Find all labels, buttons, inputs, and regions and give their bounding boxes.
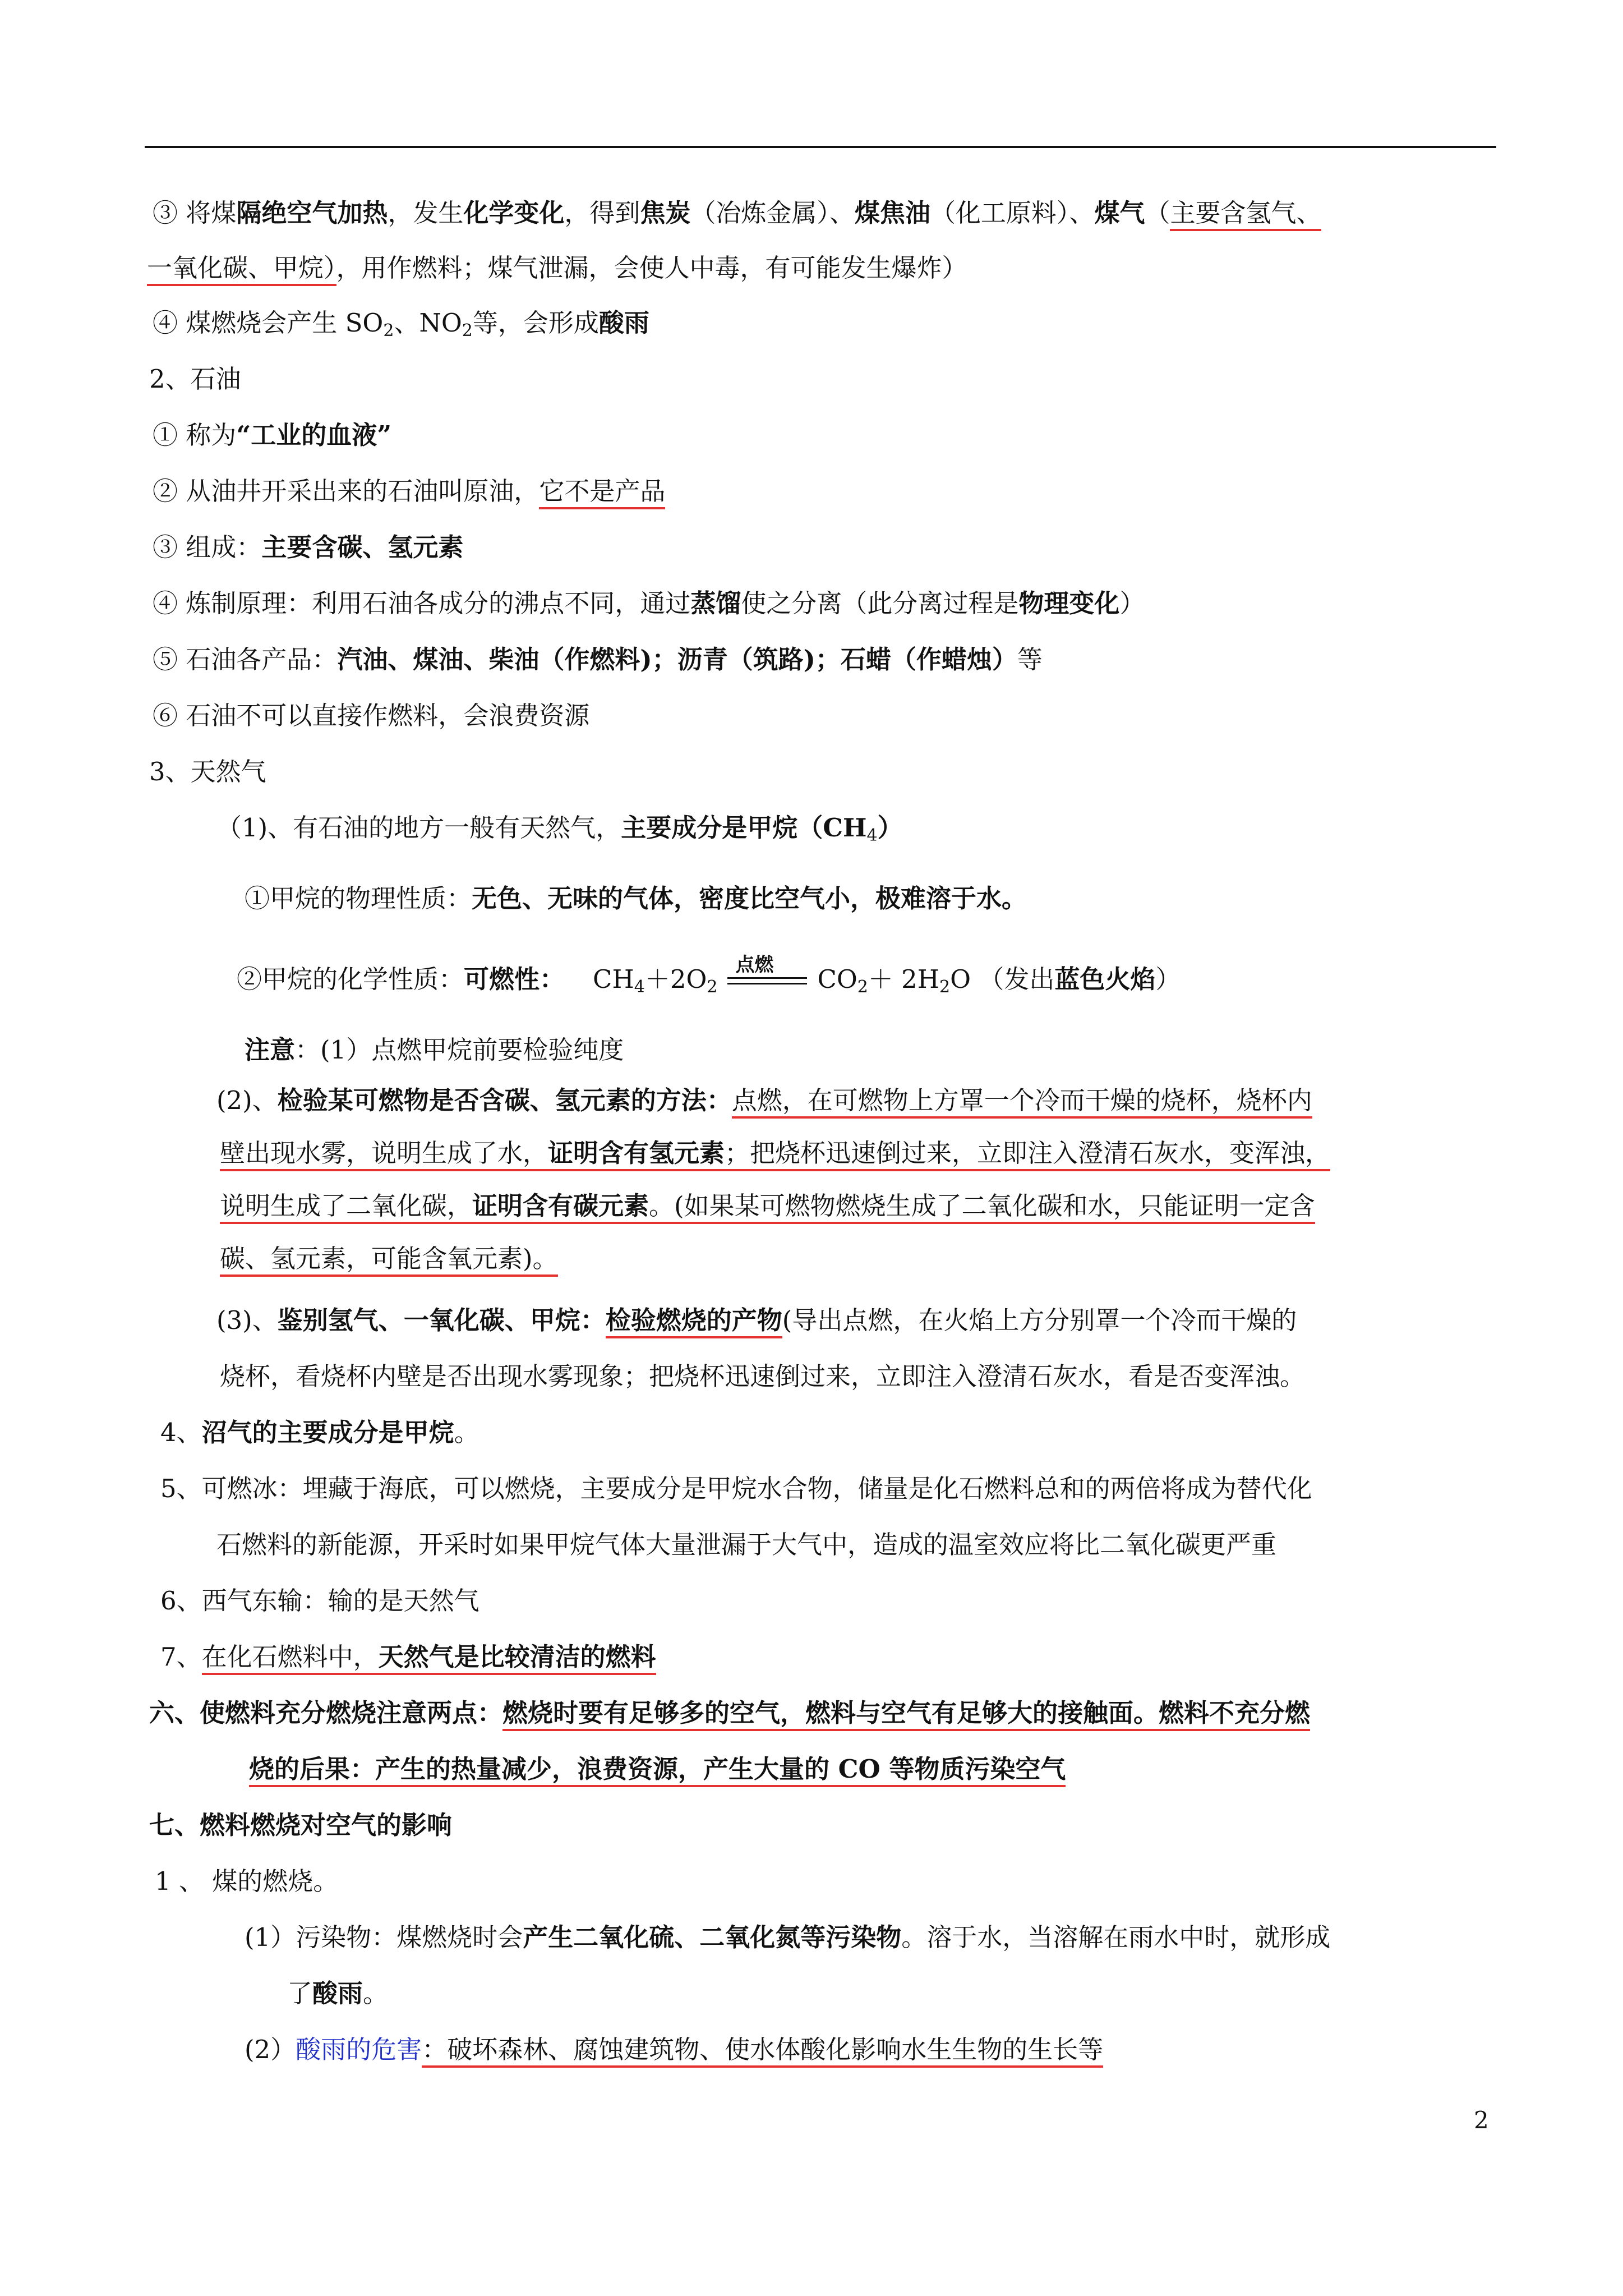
text: 等: [1017, 645, 1043, 674]
text: 。: [363, 1978, 389, 2008]
text: 3、天然气: [149, 757, 266, 786]
underlined-text: 它不是产品: [539, 476, 665, 509]
text: （: [1145, 198, 1170, 228]
line-not-fuel: [153, 699, 589, 736]
line-note-purity: [245, 1033, 624, 1070]
bold-text: 蓝色火焰: [1054, 964, 1156, 994]
bold-text: 化学变化: [463, 198, 565, 228]
text: ① 称为: [153, 420, 237, 450]
text: 、NO: [394, 308, 462, 338]
text: 7、: [160, 1642, 202, 1672]
text: ：(1）点燃甲烷前要检验纯度: [295, 1035, 624, 1065]
bold-text: 煤气: [1094, 198, 1145, 228]
bold-text: 隔绝空气加热: [236, 198, 388, 228]
line-section-six: [149, 1696, 1310, 1733]
line-test-method: [216, 1084, 1312, 1121]
text: ②甲烷的化学性质：: [237, 964, 464, 994]
blue-text: 酸雨的危害: [296, 2035, 422, 2064]
line-coal-coking: [153, 196, 1321, 233]
line-petroleum-blood: [153, 418, 391, 455]
line-composition: [153, 531, 463, 568]
line-clean-fuel: [160, 1640, 656, 1677]
subscript: 2: [462, 321, 473, 341]
underlined-bold-text: 燃烧时要有足够多的空气，燃料与空气有足够大的接触面。燃料不充分燃: [502, 1698, 1310, 1731]
line-crude-oil: [153, 475, 665, 512]
text: ④ 煤燃烧会产生 SO: [153, 308, 384, 338]
heading-natural-gas: [149, 755, 266, 792]
line-section-six-cont: [249, 1752, 1066, 1789]
text: ⑥ 石油不可以直接作燃料，会浪费资源: [153, 701, 590, 730]
text: 使之分离（此分离过程是: [741, 588, 1019, 618]
text: （化工原料）、: [930, 198, 1095, 228]
text: 4、: [160, 1418, 202, 1447]
text: 6、西气东输：输的是天然气: [160, 1586, 479, 1616]
bold-text: 注意: [245, 1035, 296, 1065]
line-test-hydrogen: [220, 1137, 1330, 1174]
subscript: 4: [634, 977, 645, 997]
line-identify-gases-cont: [220, 1360, 1305, 1397]
text: ，得到: [564, 198, 640, 228]
line-pollutants-cont: [287, 1977, 388, 2014]
text: 2、石油: [149, 364, 241, 394]
text: ，发生: [388, 198, 464, 228]
text: ③ 将煤: [153, 198, 237, 228]
line-acid-rain-harm: [245, 2033, 1103, 2070]
subscript: 2: [383, 321, 394, 341]
line-combustible-ice-cont: [216, 1528, 1276, 1565]
text: (2）: [245, 2035, 296, 2064]
bold-text: 主要含碳、氢元素: [261, 532, 464, 562]
line-refining: [153, 587, 1145, 624]
text: ② 从油井开采出来的石油叫原油，: [153, 476, 540, 506]
line-test-conclusion: [220, 1242, 558, 1279]
text: 在化石燃料中，: [201, 1642, 379, 1672]
text: (3)、: [216, 1305, 278, 1335]
bold-text: 主要成分是甲烷（CH: [621, 813, 867, 843]
text: (2)、: [216, 1085, 278, 1115]
subscript: 4: [866, 826, 878, 845]
subscript: 2: [707, 977, 718, 997]
text: ③ 组成：: [153, 532, 262, 562]
bold-text: 蒸馏: [690, 588, 741, 618]
bold-text: 煤焦油: [854, 198, 930, 228]
text: ）: [1119, 588, 1145, 618]
text: 1 、 煤的燃烧。: [155, 1866, 339, 1896]
bold-text: 可燃性：: [464, 964, 565, 994]
bold-text: 产生二氧化硫、二氧化氮等污染物: [523, 1922, 902, 1952]
bold-text: 鉴别氢气、一氧化碳、甲烷：: [277, 1305, 606, 1335]
bold-text: 沼气的主要成分是甲烷: [201, 1418, 454, 1447]
text: （1)、有石油的地方一般有天然气，: [216, 813, 621, 843]
formula-text: CH: [593, 964, 634, 994]
header-rule: [145, 146, 1496, 148]
equals-line-bottom: [727, 983, 807, 984]
text: 等，会形成: [472, 308, 599, 338]
line-combustible-ice: [160, 1472, 1312, 1509]
bold-text: 检验某可燃物是否含碳、氢元素的方法：: [277, 1085, 732, 1115]
bold-text: 证明含有氢元素: [548, 1138, 725, 1168]
text: ；把烧杯迅速倒过来，立即注入澄清石灰水，变浑浊，: [725, 1138, 1331, 1168]
bold-text: 无色、无味的气体，密度比空气小，极难溶于水。: [472, 884, 1027, 913]
underlined-text: 一氧化碳、甲烷）: [147, 253, 336, 286]
bold-text: 天然气是比较清洁的燃料: [378, 1642, 656, 1672]
bold-text: 酸雨: [312, 1978, 363, 2008]
text: ，用作燃料；煤气泄漏，会使人中毒，有可能发生爆炸）: [336, 253, 967, 283]
underlined-bold-text: 检验燃烧的产物: [606, 1305, 782, 1338]
heading-petroleum: [149, 362, 241, 399]
line-products: [153, 643, 1043, 680]
text: 。(如果某可燃物燃烧生成了二氧化碳和水，只能证明一定含: [649, 1191, 1315, 1221]
underlined-text: ：破坏森林、腐蚀建筑物、使水体酸化影响水生生物的生长等: [422, 2035, 1103, 2068]
text: ）: [1155, 964, 1181, 994]
line-pollutants: [245, 1921, 1330, 1958]
bold-text: 物理变化: [1018, 588, 1120, 618]
page-number: 2: [1474, 2106, 1489, 2134]
text: 烧杯，看烧杯内壁是否出现水雾现象；把烧杯迅速倒过来，立即注入澄清石灰水，看是否变浑浊。: [220, 1361, 1306, 1391]
line-biogas: [160, 1416, 479, 1453]
subscript: 2: [939, 977, 951, 997]
bold-text: 七、燃料燃烧对空气的影响: [149, 1810, 453, 1840]
formula-text: O （发出: [950, 964, 1055, 994]
underlined-text: 碳、氢元素，可能含氧元素)。: [220, 1244, 558, 1277]
text: 了: [287, 1978, 313, 2008]
line-acid-rain: [153, 306, 649, 343]
text: （冶炼金属）、: [690, 198, 855, 228]
reaction-condition: 点燃: [735, 954, 774, 976]
text: 石燃料的新能源，开采时如果甲烷气体大量泄漏于大气中，造成的温室效应将比二氧化碳更严重: [216, 1530, 1277, 1559]
bold-text: ）: [877, 813, 903, 843]
line-main-component: [216, 811, 903, 848]
text: (导出点燃，在火焰上方分别罩一个冷而干燥的: [782, 1305, 1297, 1335]
bold-text: 酸雨: [598, 308, 649, 338]
heading-section-seven: [149, 1809, 452, 1846]
bold-text: 汽油、煤油、柴油（作燃料)；沥青（筑路)；石蜡（作蜡烛）: [337, 645, 1017, 674]
line-identify-gases: [216, 1304, 1297, 1341]
formula-text: ＋ 2H: [868, 964, 940, 994]
line-test-carbon: [220, 1189, 1315, 1226]
underlined-text: 点燃，在可燃物上方罩一个冷而干燥的烧杯，烧杯内: [732, 1085, 1312, 1119]
text: 壁出现水雾，说明生成了水，: [220, 1138, 548, 1168]
equals-line-top: [727, 977, 807, 979]
text: 。: [454, 1418, 479, 1447]
bold-text: 六、使燃料充分燃烧注意两点：: [149, 1698, 503, 1728]
text: 5、可燃冰：埋藏于海底，可以燃烧，主要成分是甲烷水合物，储量是化石燃料总和的两倍将成为替代化: [160, 1474, 1312, 1503]
line-coal-gas: [147, 251, 967, 288]
underlined-bold-text: 烧的后果：产生的热量减少，浪费资源，产生大量的 CO 等物质污染空气: [249, 1754, 1066, 1787]
line-physical-properties: [245, 882, 1027, 919]
line-west-east-gas: [160, 1584, 479, 1621]
bold-text: 焦炭: [640, 198, 691, 228]
text: ①甲烷的物理性质：: [245, 884, 472, 913]
text: ⑤ 石油各产品：: [153, 645, 338, 674]
line-coal-burning: [155, 1865, 338, 1902]
formula-text: CO: [817, 964, 857, 994]
bold-text: 证明含有碳元素: [472, 1191, 649, 1221]
text: 。溶于水，当溶解在雨水中时，就形成: [901, 1922, 1331, 1952]
reaction-arrow: [725, 954, 809, 996]
line-chemical-properties: [237, 954, 1181, 1000]
text: 说明生成了二氧化碳，: [220, 1191, 473, 1221]
formula-text: ＋2O: [644, 964, 707, 994]
text: ④ 炼制原理：利用石油各成分的沸点不同，通过: [153, 588, 691, 618]
underlined-text: 主要含氢气、: [1170, 198, 1321, 231]
subscript: 2: [857, 977, 868, 997]
text: (1）污染物：煤燃烧时会: [245, 1922, 523, 1952]
bold-text: “工业的血液”: [236, 420, 392, 450]
